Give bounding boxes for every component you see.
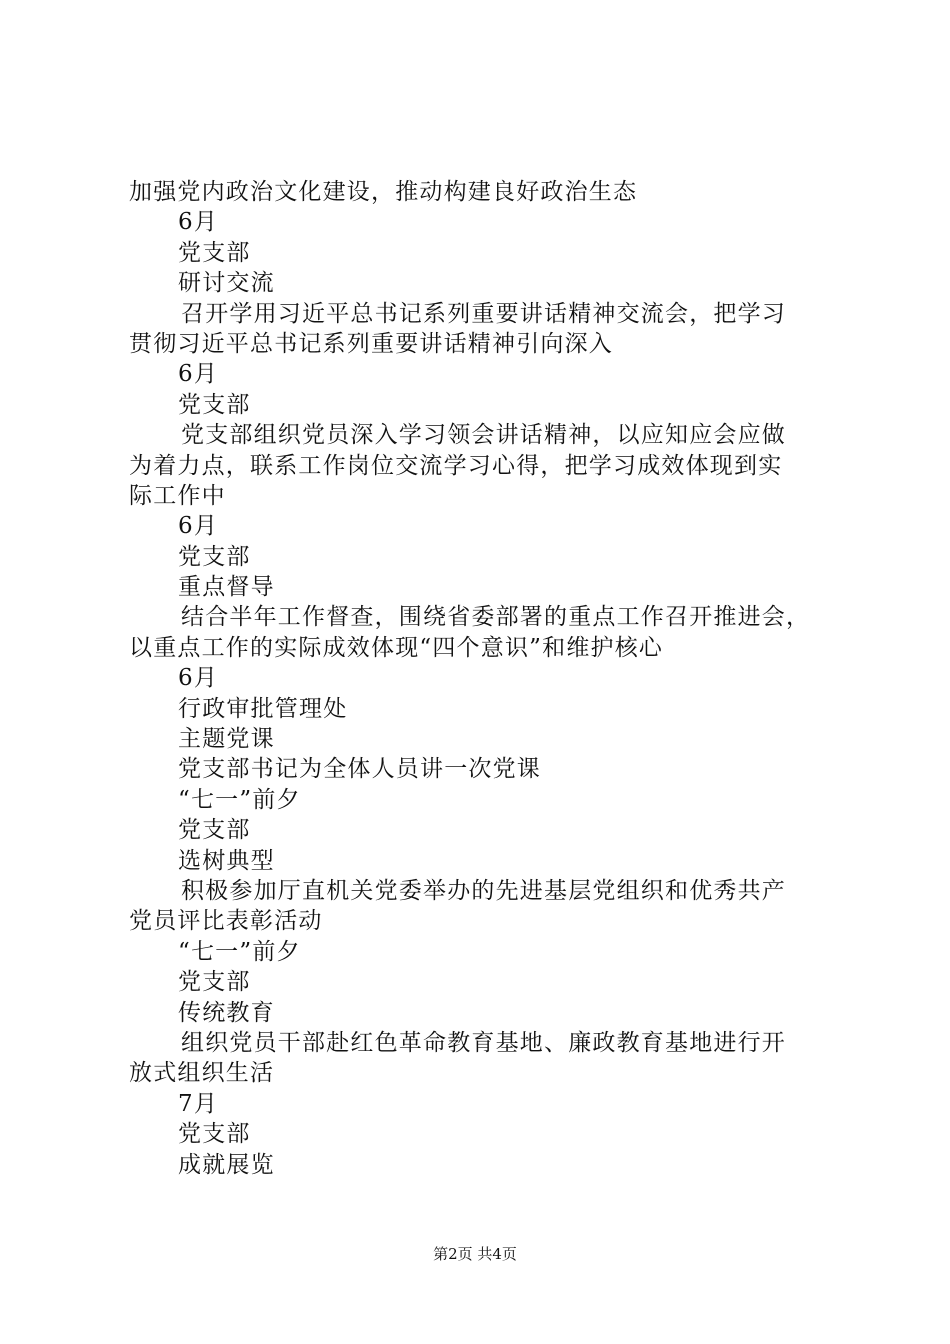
text-line: 积极参加厅直机关党委举办的先进基层党组织和优秀共产	[181, 877, 786, 904]
text-line: 党支部	[178, 239, 251, 266]
text-line: 党支部	[178, 817, 251, 844]
text-line: 重点督导	[178, 574, 275, 601]
text-line: 6月	[178, 361, 219, 388]
text-line: 主题党课	[178, 726, 275, 753]
text-line: “七一”前夕	[178, 786, 301, 813]
text-line: 党支部书记为全体人员讲一次党课	[178, 756, 541, 783]
text-line: 党支部	[178, 543, 251, 570]
text-line: 党支部	[178, 391, 251, 418]
document-body	[129, 177, 829, 1180]
text-line: 6月	[178, 665, 219, 692]
text-line: 放式组织生活	[129, 1060, 275, 1087]
text-line: 6月	[178, 513, 219, 540]
text-line: 行政审批管理处	[178, 695, 348, 722]
text-line: 际工作中	[129, 482, 226, 509]
text-line: 6月	[178, 209, 219, 236]
text-line: 组织党员干部赴红色革命教育基地、廉政教育基地进行开	[181, 1029, 786, 1056]
text-line: 7月	[178, 1090, 219, 1117]
text-line: 贯彻习近平总书记系列重要讲话精神引向深入	[129, 330, 613, 357]
text-line: 召开学用习近平总书记系列重要讲话精神交流会，把学习	[181, 300, 786, 327]
text-line: 结合半年工作督查，围绕省委部署的重点工作召开推进会，	[181, 604, 811, 631]
text-line: “七一”前夕	[178, 938, 301, 965]
text-line: 成就展览	[178, 1151, 275, 1178]
text-line: 选树典型	[178, 847, 275, 874]
text-line: 党支部	[178, 969, 251, 996]
text-line: 为着力点，联系工作岗位交流学习心得，把学习成效体现到实	[129, 452, 783, 479]
text-line: 以重点工作的实际成效体现“四个意识”和维护核心	[129, 634, 664, 661]
text-line: 党支部组织党员深入学习领会讲话精神，以应知应会应做	[181, 422, 786, 449]
text-line: 加强党内政治文化建设，推动构建良好政治生态	[129, 179, 638, 205]
page-footer: 第2页 共4页	[433, 1245, 517, 1263]
text-line: 党员评比表彰活动	[129, 908, 323, 935]
text-line: 传统教育	[178, 999, 275, 1026]
text-line: 党支部	[178, 1121, 251, 1148]
text-line: 研讨交流	[178, 270, 275, 297]
